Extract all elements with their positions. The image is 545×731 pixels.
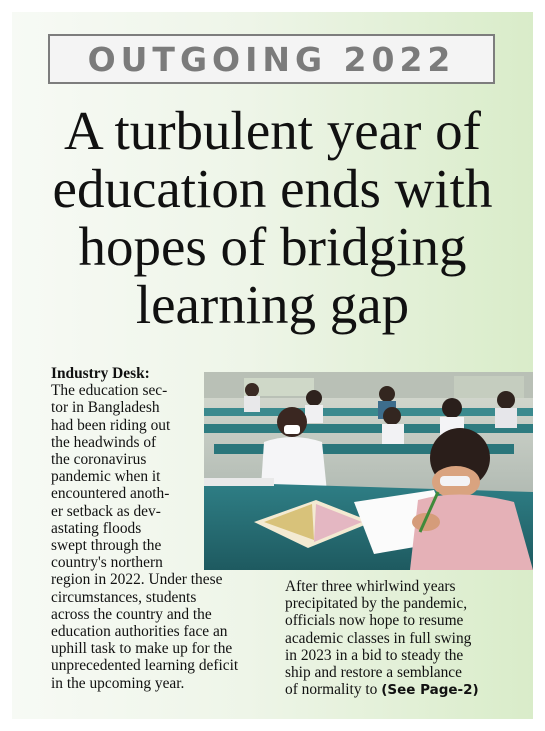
body-line: region in 2022. Under these xyxy=(51,571,223,589)
body-line-last xyxy=(285,681,479,699)
body-line: After three whirlwind years xyxy=(285,578,456,595)
headline xyxy=(22,102,523,334)
body-line: the headwinds of xyxy=(51,433,157,451)
body-line: uphill task to make up for the xyxy=(51,640,233,658)
body-line: unprecedented learning deficit xyxy=(51,657,239,675)
body-line: encountered anoth- xyxy=(51,485,170,503)
body-line: The education sec- xyxy=(51,382,168,400)
newspaper-clipping xyxy=(12,12,533,719)
article-right-column xyxy=(285,578,479,699)
section-banner xyxy=(48,34,495,84)
body-line: circumstances, students xyxy=(51,588,197,606)
body-line: academic classes in full swing xyxy=(285,629,472,647)
byline: Industry Desk: xyxy=(51,365,150,382)
page-reference[interactable]: (See Page-2) xyxy=(381,682,479,699)
section-banner-label: OUTGOING 2022 xyxy=(87,39,456,79)
headline-line: learning gap xyxy=(135,274,410,335)
body-line: education authorities face an xyxy=(51,623,228,641)
body-line-prefix: of normality to xyxy=(285,681,382,699)
body-line: er setback as dev- xyxy=(51,502,161,520)
body-line: officials now hope to resume xyxy=(285,612,464,630)
body-line: across the country and the xyxy=(51,605,212,623)
body-line: astating floods xyxy=(51,519,142,537)
body-line: pandemic when it xyxy=(51,468,161,486)
headline-line: education ends with xyxy=(52,158,493,219)
classroom-photo-illustration xyxy=(204,372,533,570)
body-line: the coronavirus xyxy=(51,451,147,469)
body-line: had been riding out xyxy=(51,416,171,434)
body-line: precipitated by the pandemic, xyxy=(285,595,468,613)
headline-line: hopes of bridging xyxy=(78,216,467,277)
body-line: country's northern xyxy=(51,554,163,572)
body-line: in 2023 in a bid to steady the xyxy=(285,646,464,664)
body-line: tor in Bangladesh xyxy=(51,399,160,417)
body-line: in the upcoming year. xyxy=(51,674,185,692)
headline-line: A turbulent year of xyxy=(64,100,481,161)
body-line: swept through the xyxy=(51,537,162,555)
classroom-photo xyxy=(204,372,533,570)
body-line: ship and restore a semblance xyxy=(285,664,462,682)
